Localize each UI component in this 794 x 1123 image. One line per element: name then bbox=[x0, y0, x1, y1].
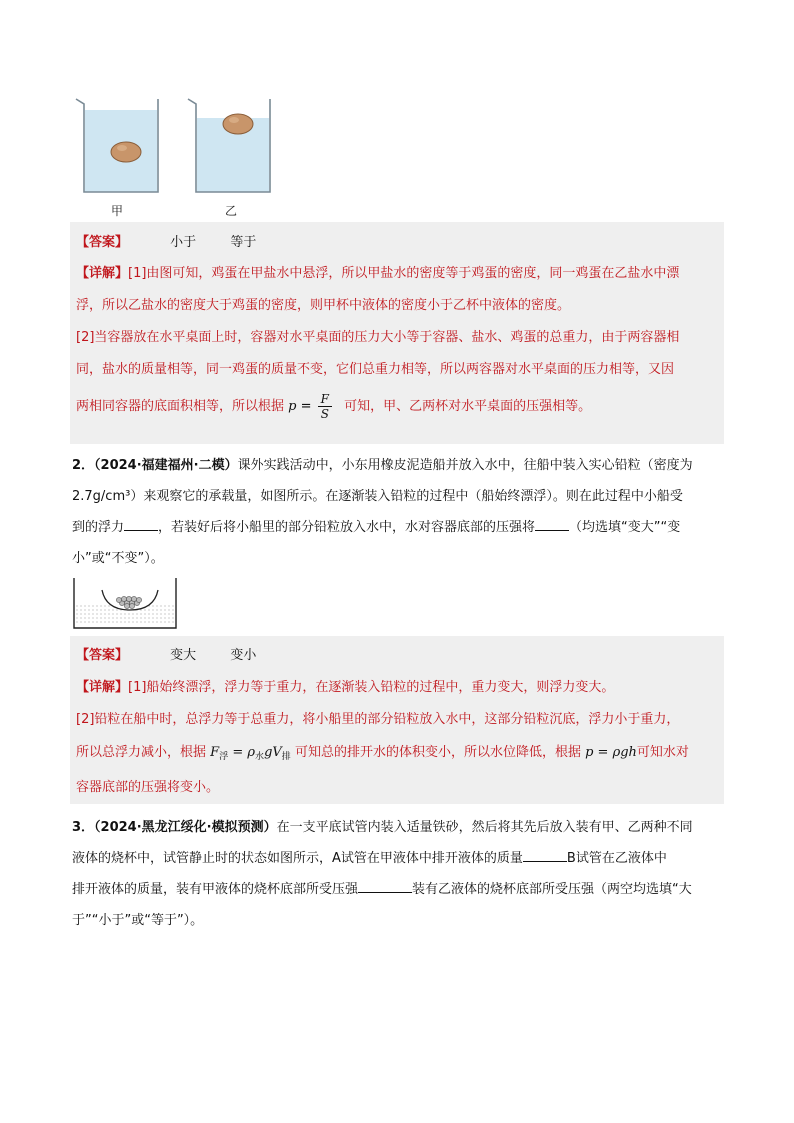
figure-label-yi: 乙 bbox=[225, 204, 238, 218]
beakers-egg-figure bbox=[70, 96, 280, 196]
q2-line-2: 2.7g/cm³）来观察它的承载量，如图所示。在逐渐装入铅粒的过程中（船始终漂浮）。则在此过程中小船受 bbox=[72, 489, 683, 504]
q1-detail-line-4: 同，盐水的质量相等，同一鸡蛋的质量不变，它们总重力相等，所以两容器对水平桌面的压力相等，又因 bbox=[76, 362, 675, 377]
egg-jia bbox=[111, 142, 141, 162]
q2-number: 2． bbox=[72, 458, 95, 473]
q3-line-4: 于”“小于”或“等于”）。 bbox=[72, 913, 204, 928]
q1-detail-line-2: 浮，所以乙盐水的密度大于鸡蛋的密度，则甲杯中液体的密度小于乙杯中液体的密度。 bbox=[76, 298, 571, 313]
egg-yi bbox=[223, 114, 253, 134]
q3-blank-1 bbox=[523, 849, 567, 862]
q3-line-3: 排开液体的质量，装有甲液体的烧杯底部所受压强 装有乙液体的烧杯底部所受压强（两空均选填“大 bbox=[72, 882, 692, 897]
q1-detail-line-5: 两相同容器的底面积相等，所以根据 p = $\frac{F}{S}$ 可知，甲、乙两杯对水平桌面的压强相等。 bbox=[76, 392, 592, 421]
formula-p: p bbox=[288, 399, 297, 414]
q2-detail-line-2: [2]铅粒在船中时，总浮力等于总重力，将小船里的部分铅粒放入水中，这部分铅粒沉底，浮力小于重力， bbox=[76, 712, 680, 727]
q2-detail-line-3: 所以总浮力减小，根据 $F_浮 = \rho_水gV_排$ 可知总的排开水的体积变小，所以水位降低，根据 p = ρgh可知水对 bbox=[76, 745, 689, 762]
q2-answer-1: 变大 bbox=[170, 648, 197, 663]
answer-tag: 【答案】 bbox=[76, 648, 129, 663]
q2-answer-line bbox=[76, 644, 256, 663]
q3-line-2: 液体的烧杯中，试管静止时的状态如图所示，A试管在甲液体中排开液体的质量 B试管在乙液体中 bbox=[72, 851, 667, 866]
formula-eq: = bbox=[300, 399, 312, 414]
pressure-formula: p = ρgh bbox=[585, 745, 637, 760]
q3-blank-2 bbox=[358, 880, 412, 893]
q1-detail-line-3: [2]当容器放在水平桌面上时，容器对水平桌面的压力大小等于容器、盐水、鸡蛋的总重力，由于两容器相 bbox=[76, 330, 680, 345]
q2-blank-1 bbox=[124, 518, 158, 531]
q2-detail-line-1: 【详解】[1]船始终漂浮，浮力等于重力，在逐渐装入铅粒的过程中，重力变大，则浮力变大。 bbox=[76, 680, 615, 695]
detail-tag: 【详解】 bbox=[76, 680, 129, 695]
figure-label-jia: 甲 bbox=[111, 204, 124, 218]
buoyancy-formula: $F_浮 = \rho_水gV_排$ bbox=[210, 745, 291, 762]
q2-source: （2024·福建福州·二模） bbox=[94, 458, 238, 473]
q2-line-3: 到的浮力 ，若装好后将小船里的部分铅粒放入水中，水对容器底部的压强将 （均选填“变大”“变 bbox=[72, 520, 681, 535]
q3-source: （2024·黑龙江绥化·模拟预测） bbox=[94, 820, 277, 835]
detail-tag: 【详解】 bbox=[76, 266, 129, 281]
q1-answer-2: 等于 bbox=[230, 235, 257, 250]
q2-line-4: 小”或“不变”）。 bbox=[72, 551, 164, 566]
boat-container-figure bbox=[72, 576, 178, 630]
q2-blank-2 bbox=[535, 518, 569, 531]
q1-answer-line bbox=[76, 231, 256, 250]
q1-answer-1: 小于 bbox=[170, 235, 197, 250]
answer-tag: 【答案】 bbox=[76, 235, 129, 250]
q1-detail-line-1: 【详解】[1]由图可知，鸡蛋在甲盐水中悬浮，所以甲盐水的密度等于鸡蛋的密度，同一鸡蛋在乙盐水中漂 bbox=[76, 266, 680, 281]
q3-line-1: 3．（2024·黑龙江绥化·模拟预测）在一支平底试管内装入适量铁砂，然后将其先后放入装有甲、乙两种不同 bbox=[72, 820, 693, 835]
formula-fraction: $\frac{F}{S}$ bbox=[318, 392, 332, 421]
q2-detail-line-4: 容器底部的压强将变小。 bbox=[76, 780, 220, 795]
q2-line-1: 2．（2024·福建福州·二模）课外实践活动中，小东用橡皮泥造船并放入水中，往船中装入实心铅粒（密度为 bbox=[72, 458, 693, 473]
q2-answer-2: 变小 bbox=[230, 648, 257, 663]
q3-number: 3． bbox=[72, 820, 95, 835]
